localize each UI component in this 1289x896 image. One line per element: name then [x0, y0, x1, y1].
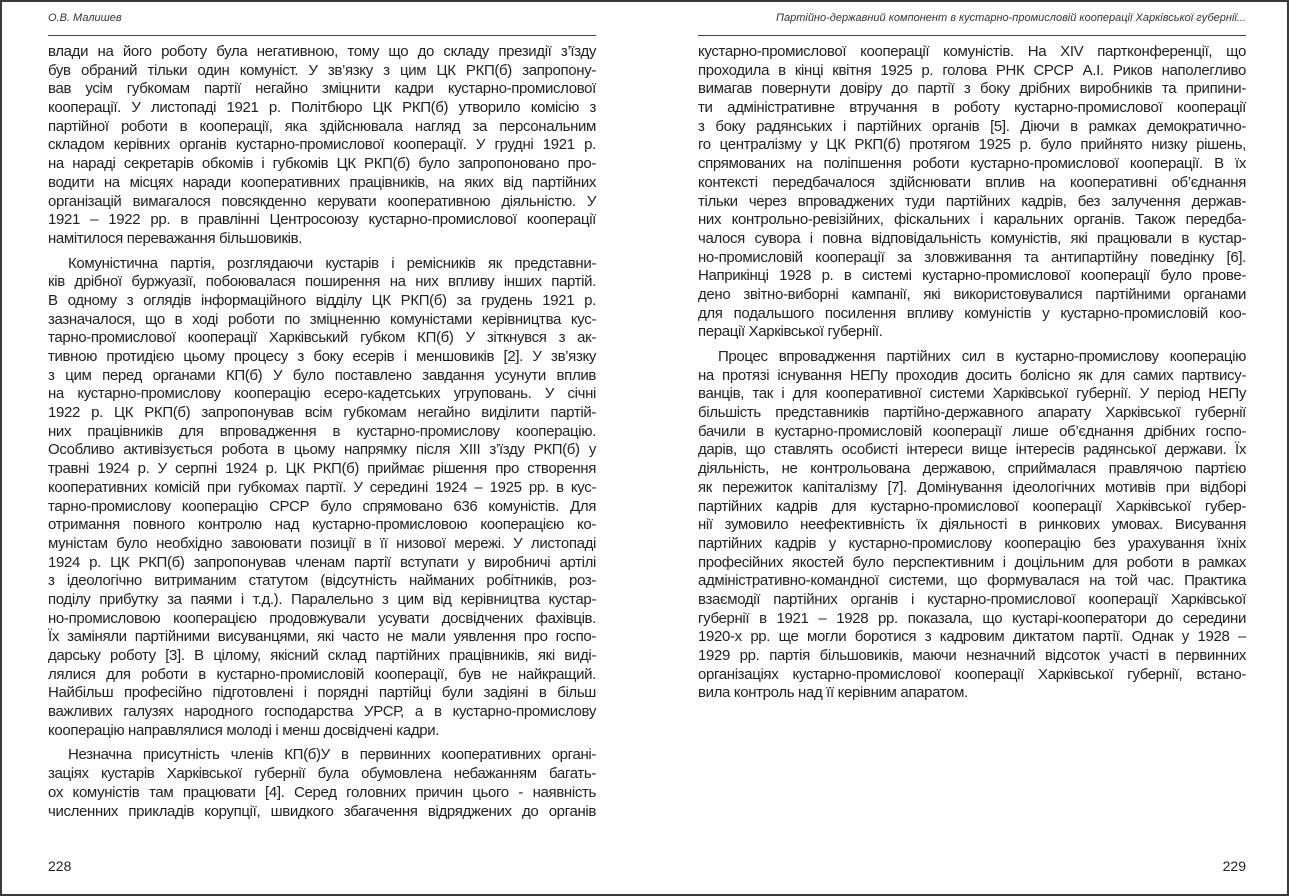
text-line: нії зумовило неефективність їх діяльності в ринкових умовах. Висування [698, 516, 1246, 534]
page-right [698, 0, 1246, 896]
text-line: важливих галузях народного господарства УРСР, а в кустарно-промислову [48, 703, 596, 721]
text-line: лялися для роботи в кустарно-промисловій кооперації, був не найкращий. [48, 665, 596, 683]
text-line: отримання повного контролю над кустарно-промисловою кооперацією ко- [48, 516, 596, 534]
body-text [48, 43, 596, 827]
text-line: 1922 р. ЦК РКП(б) запропонував всім губкомам негайно виділити партій- [48, 404, 596, 422]
paragraph [698, 43, 1246, 342]
text-line: Наприкінці 1928 р. в системі кустарно-промислової кооперації було прове- [698, 267, 1246, 285]
text-line: тільки через впроваджених туди партійних кадрів, без залучення держав- [698, 192, 1246, 210]
text-line: дарську роботу [3]. В цілому, якісний склад партійних працівників, які виді- [48, 647, 596, 664]
text-line: складом керівних органів кустарно-промислової кооперації. У грудні 1921 р. [48, 136, 596, 154]
page-left [48, 0, 596, 896]
text-line: них працівників для впровадження в кустарно-промислову кооперацію. [48, 422, 596, 440]
text-line: на протязі існування НЕПу проходив досить болісно як для самих партвису- [698, 366, 1246, 384]
text-line: 1929 рр. партія більшовиків, маючи незначний відсоток участі в первинних [698, 647, 1246, 664]
text-line: Незначна присутність членів КП(б)У в первинних кооперативних органі- [68, 746, 596, 764]
text-line: вав усім губкомам партії негайно зміцнити кадри кустарно-промислової [48, 80, 596, 98]
text-line: з цим перед органами КП(б) У було поставлено завдання усунути вплив [48, 366, 596, 384]
paragraph [48, 746, 596, 821]
text-line: го централізму у ЦК РКП(б) протягом 1925 р. було прийнято низку рішень, [698, 136, 1246, 154]
text-line: Процес впровадження партійних сил в кустарно-промислову кооперацію [718, 348, 1246, 365]
text-line: взаємодії партійних органів і кустарно-промислової кооперації Харківської [698, 590, 1246, 608]
text-line: контексті передбачалося здійснювати вплив на кооперативні об’єднання [698, 173, 1246, 191]
text-line: ти адміністративне втручання в роботу кустарно-промислової кооперації [698, 99, 1246, 117]
text-line: спрямованих на поліпшення роботи кустарно-промислової кооперації. В їх [698, 155, 1246, 173]
text-line: кооперацію направлялися молоді і менш досвідчені кадри. [48, 721, 440, 739]
text-line: організацій вимагалося повсякденно керувати кооперативною діяльністю. У [48, 192, 596, 210]
text-line: для подальшого посилення впливу комуністів у кустарно-промисловій коо- [698, 304, 1246, 322]
text-line: з боку радянських і партійних органів [5]. Діючи в рамках демократично- [698, 117, 1246, 135]
text-line: них контрольно-ревізійних, фіскальних і каральних органів. Також передба- [698, 211, 1246, 229]
text-line: В одному з оглядів інформаційного відділу ЦК РКП(б) за грудень 1921 р. [48, 291, 596, 309]
paragraph [698, 348, 1246, 703]
running-head-title: Партійно-державний компонент в кустарно-промисловій кооперації Харківської губернії... [776, 12, 1246, 24]
text-line: на кустарно-промислову кооперацію есеро-кадетських угруповань. У січні [48, 385, 596, 403]
text-line: професійних якостей було перспективним і доцільним для роботи в рамках [698, 553, 1246, 571]
text-line: партійних кадрів для кустарно-промислової кооперації Харківської губер- [698, 497, 1246, 515]
text-line: но-промисловою кооперацією продовжували усувати досвідчених фахівців. [48, 609, 596, 627]
text-line: як пережиток капіталізму [7]. Домінування ідеологічних мотивів при відборі [698, 478, 1246, 496]
text-line: вимагав повернути довіру до партії з боку дрібних виробників та припини- [698, 80, 1246, 98]
text-line: дарів, що ставлять особисті інтереси вище інтересів радянської держави. Їх [698, 441, 1246, 459]
text-line: організаціях кустарно-промислової кооперації Харківської губернії, встано- [698, 665, 1246, 683]
text-line: вила контроль над її керівним апаратом. [698, 684, 968, 702]
text-line: заціях кустарів Харківської губернії була обумовлена небажанням багать- [48, 765, 596, 783]
paragraph [48, 43, 596, 249]
text-line: но-промисловій кооперації за зловживання та антипартійну поведінку [6]. [698, 248, 1246, 266]
text-line: кооперативних комісій при губкомах партії. У середині 1924 – 1925 рр. в кус- [48, 478, 596, 496]
text-line: 1921 – 1922 рр. в правлінні Центросоюзу кустарно-промислової кооперації [48, 211, 596, 229]
text-line: намітилося переважання більшовиків. [48, 229, 303, 247]
text-line: Найбільш професійно підготовлені і порядні партійці були задіяні в більш [48, 684, 596, 702]
text-line: кустарно-промислової кооперації комуністів. На XIV партконференції, що [698, 43, 1246, 60]
text-line: тарно-промислової кооперації Харківський губком КП(б) У зіткнувся з ак- [48, 329, 596, 347]
text-line: губернії в 1921 – 1928 рр. показала, що кустарі-кооператори до середини [698, 609, 1246, 627]
text-line: 1924 р. ЦК РКП(б) запропонував членам партії вступати у виробничі артілі [48, 553, 596, 571]
text-line: муністам було необхідно завоювати позиції в її низової мережі. У листопаді [48, 534, 596, 552]
text-line: травні 1924 р. У серпні 1924 р. ЦК РКП(б) приймає рішення про створення [48, 460, 596, 478]
text-line: Їх заміняли партійними висуванцями, які часто не мали уявлення про госпо- [48, 628, 596, 646]
body-text [698, 43, 1246, 709]
text-line: Комуністична партія, розглядаючи кустарів і ремісників як представни- [68, 254, 596, 272]
text-line: 1920-х рр. ще могли боротися з кадровим диктатом партії. Однак у 1928 – [698, 628, 1246, 646]
text-line: зазначалося, що в ході роботи по зміцненню комуністами керівництва кус- [48, 310, 596, 328]
text-line: дено звітно-виборні кампанії, які використовувалися партійними органами [698, 285, 1246, 303]
text-line: на нараді секретарів обкомів і губкомів ЦК РКП(б) було запропоновано про- [48, 155, 596, 173]
text-line: адміністративно-командної системи, що формувалася на той час. Практика [698, 572, 1246, 590]
text-line: Особливо активізується робота в цьому напрямку після XIII з’їзду РКП(б) у [48, 441, 596, 459]
running-head-author: О.В. Малишев [48, 12, 122, 24]
text-line: кооперації. У листопаді 1921 р. Політбюро ЦК РКП(б) утворило комісію з [48, 99, 596, 117]
text-line: водити на місцях наради кооперативних працівників, на яких від партійних [48, 173, 596, 191]
text-line: чалося сувора і повна відповідальність комуністів, які працювали в кустар- [698, 229, 1246, 247]
text-line: з ідеологічно витриманим статутом (відсутність найманих робітників, роз- [48, 572, 596, 590]
header-rule [698, 35, 1246, 36]
text-line: бачили в кустарно-промисловій кооперації лише об’єднання дрібних госпо- [698, 422, 1246, 440]
text-line: тарно-промислову кооперацію СРСР було спрямовано 636 комуністів. Для [48, 497, 596, 515]
text-line: партійної роботи в кооперації, яка здійснювала нагляд за персональним [48, 117, 596, 135]
header-rule [48, 35, 596, 36]
text-line: був обраний тільки один комуніст. У зв’язку з цим ЦК РКП(б) запропону- [48, 61, 596, 79]
text-line: ох комуністів там працювати [4]. Серед головних причин цього - наявність [48, 783, 596, 801]
text-line: численних прикладів корупції, швидкого збагачення відряджених до органів [48, 802, 596, 820]
text-line: влади на його роботу була негативною, тому що до складу президії з’їзду [48, 43, 596, 60]
text-line: ків дрібної буржуазії, побоювалася поширення на них впливу інших партій. [48, 273, 596, 291]
text-line: проходила в кінці квітня 1925 р. голова РНК СРСР А.І. Риков наполегливо [698, 61, 1246, 79]
text-line: поділу прибутку за паями і т.д.). Паралельно з цим від керівництва кустар- [48, 590, 596, 608]
text-line: діяльність, не контрольована державою, сприймалася правлячою партією [698, 460, 1246, 478]
page-number: 228 [48, 858, 72, 874]
text-line: перації Харківської губернії. [698, 323, 883, 341]
paragraph [48, 255, 596, 741]
text-line: ванців, так і для кооперативної системи Харківської губернії. У період НЕПу [698, 385, 1246, 403]
text-line: партійних кадрів у кустарно-промислову кооперацію без урахування їхніх [698, 534, 1246, 552]
text-line: тивною протидією цьому процесу з боку есерів і меншовиків [2]. У зв’язку [48, 348, 596, 365]
page-number: 229 [1222, 858, 1246, 874]
text-line: більшість представників партійно-державного апарату Харківської губернії [698, 404, 1246, 422]
